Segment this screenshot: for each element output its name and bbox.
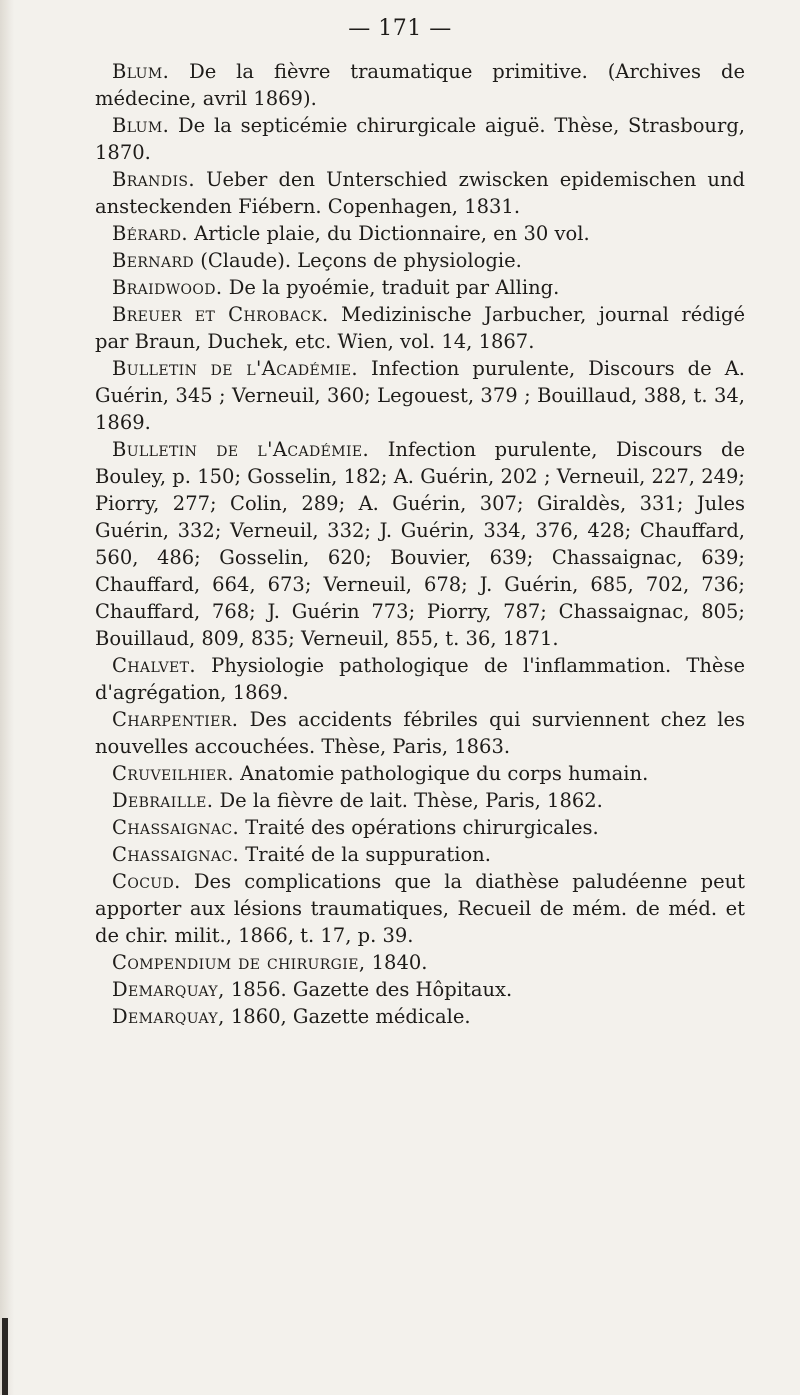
entry-author: Demarquay, [112, 1005, 225, 1028]
bibliography-entry [95, 868, 745, 949]
entry-text: Article plaie, du Dictionnaire, en 30 vol. [194, 222, 590, 245]
bibliography-entry [95, 274, 745, 301]
entry-text: Infection purulente, Discours de Bouley, p. 150; Gosselin, 182; A. Guérin, 202 ; Verneuil, 227, 249; Piorry, 277; Colin, 289; A. Guérin, 307; Giraldès, 331; Jules Guérin, 332; Verneuil, 332; J. Guérin, 334, 376, 428; Chauffard, 560, 486; Gosselin, 620; Bouvier, 639; Chassaignac, 639; Chauffard, 664, 673; Verneuil, 678; J. Guérin, 685, 702, 736; Chauffard, 768; J. Guérin 773; Piorry, 787; Chassaignac, 805; Bouillaud, 809, 835; Verneuil, 855, t. 36, 1871. [95, 438, 745, 650]
page-number: — 171 — [348, 16, 452, 41]
entry-text: Physiologie pathologique de l'inflammation. Thèse d'agrégation, 1869. [95, 654, 746, 704]
entry-author: Bulletin de l'Académie. [112, 357, 359, 380]
bibliography-entry [95, 976, 745, 1003]
entry-author: Bulletin de l'Académie. [112, 438, 370, 461]
bibliography-entry [95, 166, 745, 220]
entry-author: Chassaignac. [112, 843, 240, 866]
bibliography-entry [95, 112, 745, 166]
bibliography-entry [95, 787, 745, 814]
entry-author: Chassaignac. [112, 816, 240, 839]
bibliography-entry [95, 652, 745, 706]
bibliography-list [95, 58, 745, 1030]
entry-author: Debraille. [112, 789, 214, 812]
entry-text: De la pyoémie, traduit par Alling. [228, 276, 560, 299]
entry-text: De la fièvre de lait. Thèse, Paris, 1862. [219, 789, 603, 812]
entry-text: Ueber den Unterschied zwiscken epidemischen und ansteckenden Fiébern. Copenhagen, 1831. [95, 168, 745, 218]
entry-author: Bernard [112, 249, 195, 272]
bibliography-entry [95, 58, 745, 112]
entry-text: Traité de la suppuration. [245, 843, 491, 866]
entry-text: De la septicémie chirurgicale aiguë. Thèse, Strasbourg, 1870. [95, 114, 745, 164]
bibliography-entry [95, 841, 745, 868]
entry-text: Traité des opérations chirurgicales. [245, 816, 599, 839]
entry-text: Des accidents fébriles qui surviennent chez les nouvelles accouchées. Thèse, Paris, 1863. [95, 708, 745, 758]
bibliography-entry [95, 949, 745, 976]
bibliography-entry [95, 706, 745, 760]
entry-author: Demarquay, [112, 978, 225, 1001]
entry-text: De la fièvre traumatique primitive. (Archives de médecine, avril 1869). [95, 60, 745, 110]
entry-author: Charpentier. [112, 708, 239, 731]
bibliography-entry [95, 436, 745, 652]
bibliography-entry [95, 301, 745, 355]
bibliography-entry [95, 220, 745, 247]
entry-text: Medizinische Jarbucher, journal rédigé par Braun, Duchek, etc. Wien, vol. 14, 1867. [95, 303, 745, 353]
entry-author: Cruveilhier. [112, 762, 234, 785]
entry-text: 1856. Gazette des Hôpitaux. [230, 978, 513, 1001]
entry-author: Bérard. [112, 222, 188, 245]
entry-author: Braidwood. [112, 276, 223, 299]
entry-author: Blum. [112, 114, 170, 137]
bibliography-entry [95, 247, 745, 274]
page-edge-shadow [0, 0, 14, 1395]
entry-author: Breuer et Chroback. [112, 303, 329, 326]
entry-text: Infection purulente, Discours de A. Guérin, 345 ; Verneuil, 360; Legouest, 379 ; Bouillaud, 388, t. 34, 1869. [95, 357, 745, 434]
scan-edge-mark [2, 1318, 8, 1395]
entry-author: Blum. [112, 60, 170, 83]
bibliography-entry [95, 760, 745, 787]
entry-author: Brandis. [112, 168, 195, 191]
bibliography-entry [95, 1003, 745, 1030]
entry-author: Chalvet. [112, 654, 196, 677]
entry-author: Cocud. [112, 870, 181, 893]
bibliography-entry [95, 355, 745, 436]
entry-text: 1860, Gazette médicale. [230, 1005, 471, 1028]
entry-text: Anatomie pathologique du corps humain. [240, 762, 649, 785]
entry-text: (Claude). Leçons de physiologie. [200, 249, 522, 272]
entry-text: Des complications que la diathèse paludéenne peut apporter aux lésions traumatiques, Recueil de mém. de méd. et de chir. milit., 1866, t. 17, p. 39. [95, 870, 746, 947]
entry-author: Compendium de chirurgie, [112, 951, 366, 974]
entry-text: 1840. [371, 951, 428, 974]
bibliography-entry [95, 814, 745, 841]
